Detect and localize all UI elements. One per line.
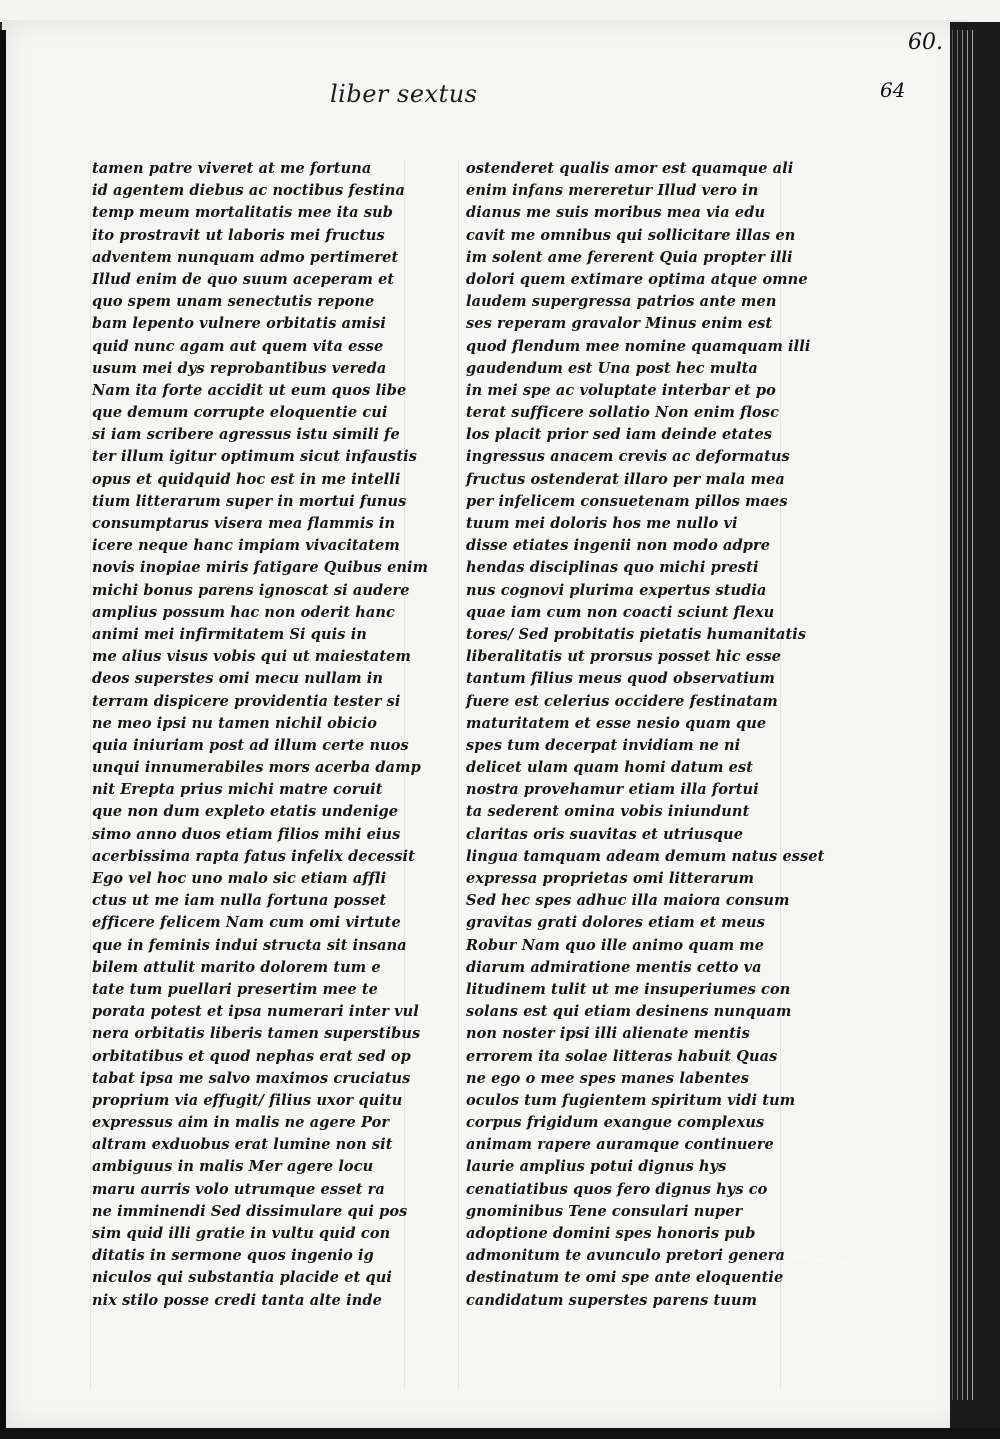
- text-line: adoptione domini spes honoris pub: [466, 1225, 756, 1242]
- text-line: quae iam cum non coacti sciunt flexu: [466, 603, 775, 621]
- text-line: enim infans mereretur Illud vero in: [466, 182, 759, 200]
- leaf-edge: [967, 30, 968, 1400]
- text-line: nix stilo posse credi tanta alte inde: [92, 1291, 382, 1309]
- text-line: id agentem diebus ac noctibus festina: [92, 182, 405, 200]
- text-line: admonitum te avunculo pretori genera: [466, 1247, 786, 1265]
- text-line: tate tum puellari presertim mee te: [92, 980, 379, 998]
- text-line: laurie amplius potui dignus hys: [466, 1158, 727, 1176]
- text-line: bam lepento vulnere orbitatis amisi: [92, 315, 387, 333]
- text-line: terram dispicere providentia tester si: [92, 692, 401, 710]
- ruling-line: [458, 160, 459, 1390]
- text-line: expressus aim in malis ne agere Por: [92, 1114, 390, 1132]
- text-line: ito prostravit ut laboris mei fructus: [92, 226, 385, 244]
- text-line: fuere est celerius occidere festinatam: [466, 692, 778, 710]
- text-line: que non dum expleto etatis undenige: [92, 803, 399, 821]
- text-line: gravitas grati dolores etiam et meus: [466, 914, 765, 932]
- text-line: tantum filius meus quod observatium: [466, 670, 775, 688]
- page-top-edge: [0, 0, 1000, 22]
- running-title: liber sextus: [330, 80, 478, 108]
- text-line: ta sederent omina vobis iniundunt: [466, 803, 750, 821]
- text-line: solans est qui etiam desinens nunquam: [466, 1003, 792, 1021]
- text-line: maru aurris volo utrumque esset ra: [92, 1180, 385, 1198]
- text-line: diarum admiratione mentis cetto va: [466, 958, 762, 976]
- text-line: ter illum igitur optimum sicut infaustis: [92, 448, 417, 466]
- left-text-column: [92, 158, 429, 1312]
- text-line: efficere felicem Nam cum omi virtute: [92, 914, 401, 932]
- text-line: destinatum te omi spe ante eloquentie: [466, 1269, 784, 1287]
- text-line: spes tum decerpat invidiam ne ni: [466, 736, 741, 754]
- text-line: tamen patre viveret at me fortuna: [92, 160, 372, 177]
- text-line: terat sufficere sollatio Non enim flosc: [466, 404, 780, 422]
- text-line: porata potest et ipsa numerari inter vul: [92, 1003, 419, 1021]
- text-line: nera orbitatis liberis tamen superstibus: [92, 1025, 421, 1043]
- text-line: Nam ita forte accidit ut eum quos libe: [92, 381, 407, 399]
- text-line: unqui innumerabiles mors acerba damp: [92, 759, 421, 777]
- text-line: michi bonus parens ignoscat si audere: [92, 581, 410, 599]
- text-line: temp meum mortalitatis mee ita sub: [92, 204, 393, 222]
- text-line: hendas disciplinas quo michi presti: [466, 559, 759, 577]
- text-line: laudem supergressa patrios ante men: [466, 293, 777, 311]
- text-line: Sed hec spes adhuc illa maiora consum: [466, 892, 790, 910]
- text-line: tuum mei doloris hos me nullo vi: [466, 515, 738, 532]
- text-line: cavit me omnibus qui sollicitare illas en: [466, 226, 796, 244]
- text-line: nus cognovi plurima expertus studia: [466, 581, 767, 599]
- text-line: ambiguus in malis Mer agere locu: [92, 1158, 374, 1176]
- text-line: quia iniuriam post ad illum certe nuos: [92, 736, 409, 754]
- text-line: nostra provehamur etiam illa fortui: [466, 781, 759, 799]
- text-line: icere neque hanc impiam vivacitatem: [92, 537, 400, 555]
- text-line: animam rapere auramque continuere: [466, 1136, 774, 1154]
- text-line: errorem ita solae litteras habuit Quas: [466, 1047, 778, 1065]
- text-line: oculos tum fugientem spiritum vidi tum: [466, 1091, 796, 1109]
- text-line: niculos qui substantia placide et qui: [92, 1269, 392, 1287]
- text-line: ne imminendi Sed dissimulare qui pos: [92, 1202, 408, 1220]
- text-line: dolori quem extimare optima atque omne: [466, 270, 808, 288]
- text-line: si iam scribere agressus istu simili fe: [92, 426, 400, 444]
- text-line: corpus frigidum exangue complexus: [466, 1114, 765, 1132]
- text-line: proprium via effugit/ filius uxor quitu: [92, 1091, 403, 1109]
- text-line: ctus ut me iam nulla fortuna posset: [92, 892, 387, 910]
- leaf-edge: [952, 30, 953, 1400]
- text-line: non noster ipsi illi alienate mentis: [466, 1025, 750, 1043]
- text-line: gaudendum est Una post hec multa: [466, 359, 758, 377]
- text-line: in mei spe ac voluptate interbar et po: [466, 381, 776, 399]
- text-line: que in feminis indui structa sit insana: [92, 936, 407, 954]
- text-line: ingressus anacem crevis ac deformatus: [466, 448, 790, 466]
- text-line: ses reperam gravalor Minus enim est: [466, 315, 773, 333]
- text-line: gnominibus Tene consulari nuper: [466, 1202, 743, 1220]
- text-line: bilem attulit marito dolorem tum e: [92, 958, 381, 976]
- ruling-line: [90, 160, 91, 1390]
- text-line: deos superstes omi mecu nullam in: [92, 670, 384, 688]
- text-line: opus et quidquid hoc est in me intelli: [92, 470, 401, 488]
- text-line: tores/ Sed probitatis pietatis humanitatis: [466, 625, 807, 643]
- text-line: ditatis in sermone quos ingenio ig: [92, 1247, 374, 1265]
- text-line: cenatiatibus quos fero dignus hys co: [466, 1180, 768, 1198]
- text-line: sim quid illi gratie in vultu quid con: [92, 1225, 391, 1242]
- text-line: animi mei infirmitatem Si quis in: [92, 625, 367, 643]
- text-line: liberalitatis ut prorsus posset hic esse: [466, 648, 782, 666]
- text-line: usum mei dys reprobantibus vereda: [92, 359, 387, 377]
- text-line: Ego vel hoc uno malo sic etiam affli: [92, 870, 387, 887]
- text-line: delicet ulam quam homi datum est: [466, 759, 754, 777]
- text-line: lingua tamquam adeam demum natus esset: [466, 847, 825, 865]
- text-line: quod flendum mee nomine quamquam illi: [466, 337, 811, 355]
- text-line: im solent ame fererent Quia propter illi: [466, 248, 793, 266]
- text-line: adventem nunquam admo pertimeret: [92, 248, 399, 266]
- text-line: me alius visus vobis qui ut maiestatem: [92, 648, 411, 666]
- text-line: maturitatem et esse nesio quam que: [466, 714, 767, 732]
- text-line: novis inopiae miris fatigare Quibus enim: [92, 559, 429, 577]
- text-line: altram exduobus erat lumine non sit: [92, 1136, 393, 1154]
- text-line: quid nunc agam aut quem vita esse: [92, 337, 384, 355]
- text-line: acerbissima rapta fatus infelix decessit: [92, 847, 415, 865]
- leaf-edge: [972, 30, 973, 1400]
- text-line: amplius possum hac non oderit hanc: [92, 603, 395, 621]
- text-line: ne ego o mee spes manes labentes: [466, 1069, 750, 1087]
- text-line: dianus me suis moribus mea via edu: [466, 204, 766, 222]
- leaf-edge: [957, 30, 958, 1400]
- text-line: los placit prior sed iam deinde etates: [466, 426, 773, 444]
- text-line: ne meo ipsi nu tamen nichil obicio: [92, 714, 378, 732]
- leaf-edge: [962, 30, 963, 1400]
- text-line: tium litterarum super in mortui funus: [92, 492, 407, 510]
- text-line: orbitatibus et quod nephas erat sed op: [92, 1047, 411, 1065]
- right-text-column: [466, 158, 825, 1312]
- text-line: expressa proprietas omi litterarum: [466, 870, 755, 887]
- text-line: tabat ipsa me salvo maximos cruciatus: [92, 1069, 411, 1087]
- text-line: consumptarus visera mea flammis in: [92, 515, 396, 532]
- text-line: claritas oris suavitas et utriusque: [466, 825, 744, 843]
- text-line: quo spem unam senectutis repone: [92, 293, 375, 311]
- text-line: simo anno duos etiam filios mihi eius: [92, 825, 401, 843]
- old-folio-number: 64: [880, 78, 906, 102]
- text-line: nit Erepta prius michi matre coruit: [92, 781, 383, 799]
- text-line: que demum corrupte eloquentie cui: [92, 404, 388, 422]
- text-line: fructus ostenderat illaro per mala mea: [466, 470, 785, 488]
- bottom-shadow: [0, 1428, 1000, 1439]
- text-line: Robur Nam quo ille animo quam me: [466, 936, 765, 954]
- text-line: candidatum superstes parens tuum: [466, 1291, 758, 1309]
- text-line: litudinem tulit ut me insuperiumes con: [466, 980, 791, 998]
- text-line: ostenderet qualis amor est quamque ali: [466, 160, 794, 177]
- text-line: Illud enim de quo suum aceperam et: [92, 270, 395, 288]
- text-line: disse etiates ingenii non modo adpre: [466, 537, 771, 555]
- text-line: per infelicem consuetenam pillos maes: [466, 492, 788, 510]
- binding-edge: [0, 30, 6, 1430]
- folio-number: 60.: [908, 30, 943, 55]
